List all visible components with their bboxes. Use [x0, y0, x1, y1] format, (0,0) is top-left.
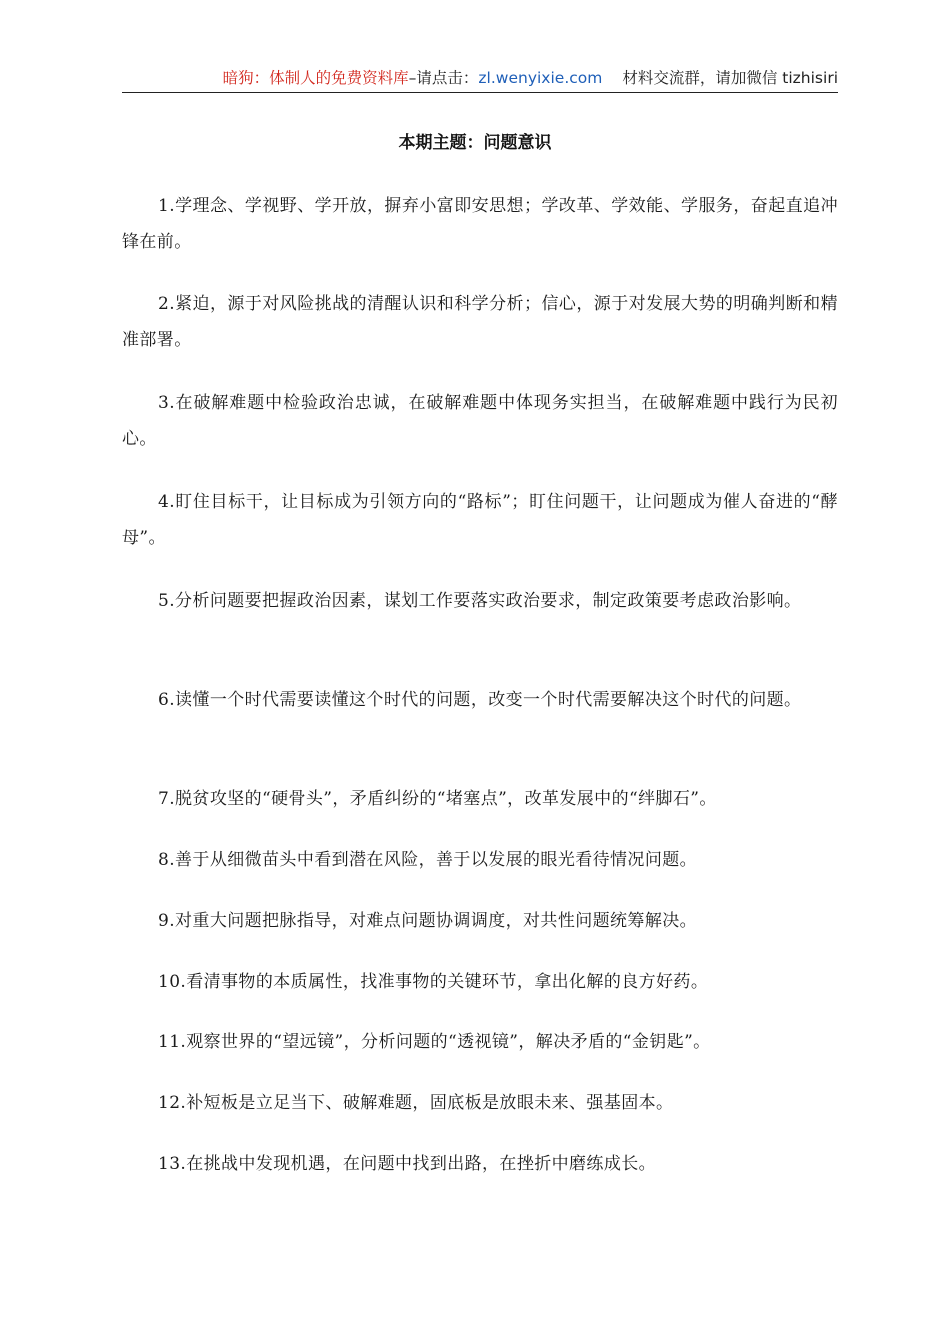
paragraph-2: 2.紧迫，源于对风险挑战的清醒认识和科学分析；信心，源于对发展大势的明确判断和精准部署。 — [122, 294, 838, 350]
header-url-link[interactable]: zl.wenyixie.com — [478, 69, 603, 87]
paragraph-11: 11.观察世界的“望远镜”，分析问题的“透视镜”，解决矛盾的“金钥匙”。 — [158, 1032, 711, 1052]
paragraph-10: 10.看清事物的本质属性，找准事物的关键环节，拿出化解的良方好药。 — [158, 972, 709, 992]
paragraph-7: 7.脱贫攻坚的“硬骨头”，矛盾纠纷的“堵塞点”，改革发展中的“绊脚石”。 — [158, 789, 717, 809]
paragraph-4: 4.盯住目标干，让目标成为引领方向的“路标”；盯住问题干，让问题成为催人奋进的“酵母”。 — [122, 492, 838, 548]
page-header — [122, 66, 838, 93]
page-title: 本期主题：问题意识 — [398, 133, 552, 153]
paragraph-3: 3.在破解难题中检验政治忠诚，在破解难题中体现务实担当，在破解难题中践行为民初心。 — [122, 393, 838, 449]
header-wechat-info: 材料交流群，请加微信 tizhisiri — [622, 69, 838, 87]
paragraph-1: 1.学理念、学视野、学开放，摒弃小富即安思想；学改革、学效能、学服务，奋起直追冲锋在前。 — [122, 196, 838, 252]
header-brand[interactable]: 暗狗：体制人的免费资料库 — [222, 69, 409, 87]
paragraph-8: 8.善于从细微苗头中看到潜在风险，善于以发展的眼光看待情况问题。 — [158, 850, 698, 870]
paragraph-9: 9.对重大问题把脉指导，对难点问题协调调度，对共性问题统筹解决。 — [158, 911, 698, 931]
paragraph-12: 12.补短板是立足当下、破解难题，固底板是放眼未来、强基固本。 — [158, 1093, 674, 1113]
paragraph-5: 5.分析问题要把握政治因素，谋划工作要落实政治要求，制定政策要考虑政治影响。 — [158, 591, 802, 611]
paragraph-13: 13.在挑战中发现机遇，在问题中找到出路，在挫折中磨练成长。 — [158, 1154, 657, 1174]
header-link-label: –请点击： — [408, 69, 479, 87]
paragraph-6: 6.读懂一个时代需要读懂这个时代的问题，改变一个时代需要解决这个时代的问题。 — [158, 690, 802, 710]
